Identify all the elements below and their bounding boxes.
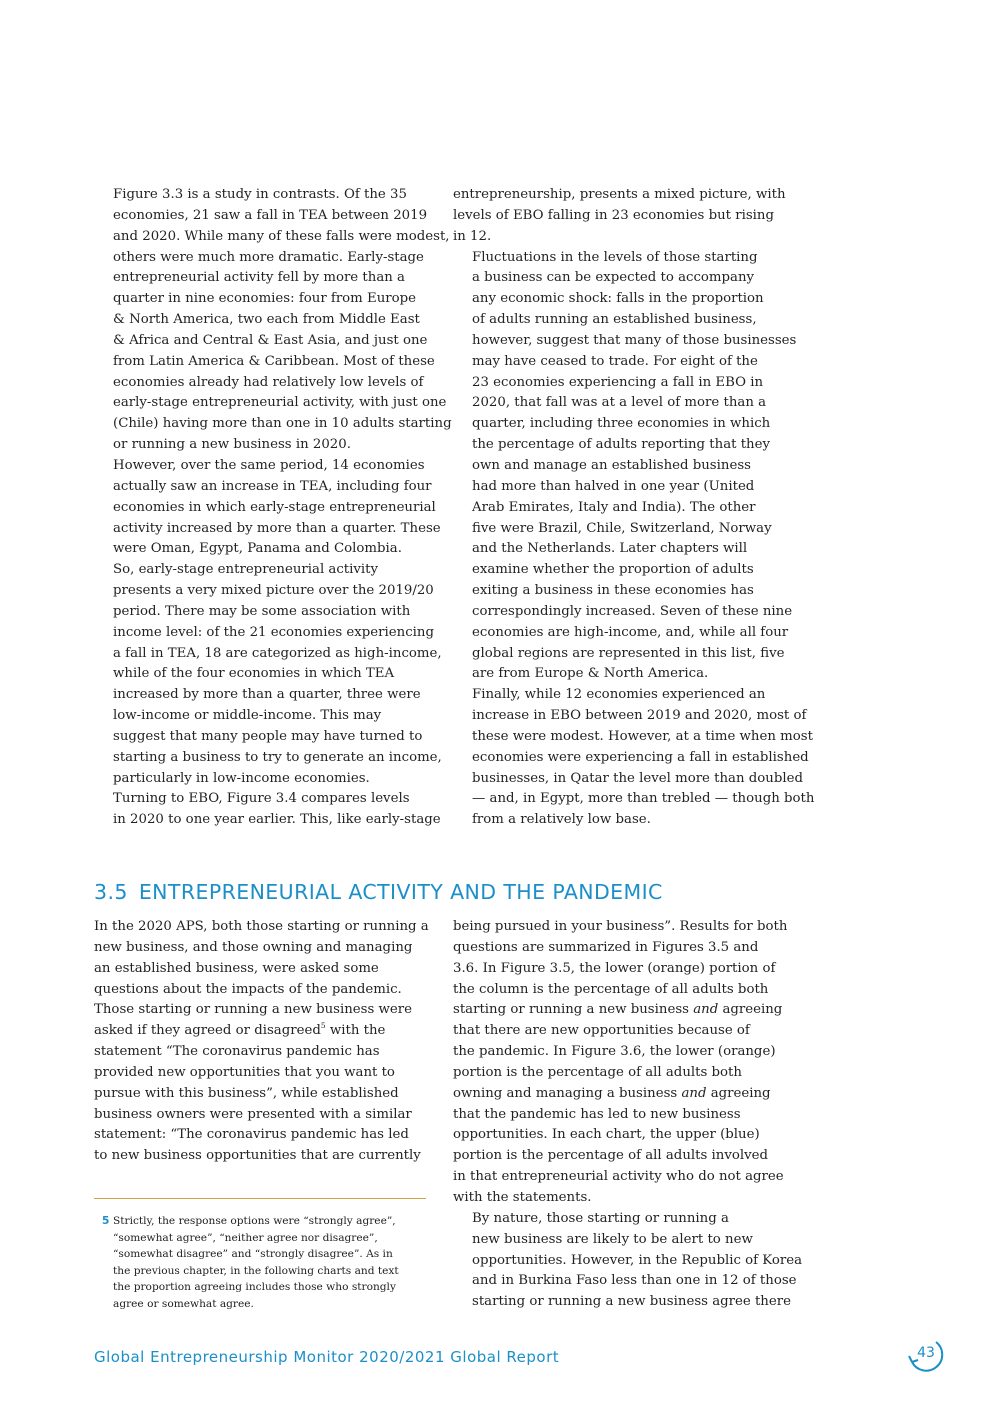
section-title: ENTREPRENEURIAL ACTIVITY AND THE PANDEMIC	[138, 880, 663, 904]
paragraph: So, early-stage entrepreneurial activity presents a very mixed picture over the 2019/20 period. There may be some association with income level: of the 21 economies experiencing a fall in TEA, 18 are categorized as high-income, while of the four economies in which TEA increased by more than a quarter, three were low-income or middle-income. This may suggest that many people may have turned to starting a business to try to generate an income, particularly in low-income economies.	[113, 562, 442, 786]
paragraph: being pursued in your business”. Results for both questions are summarized in Figures 3.5 and 3.6. In Figure 3.5, the lower (orange) portion of the column is the percentage of all adults both starting or running a new business and agreeing that there are new opportunities because of the pandemic. In Figure 3.6, the lower (orange) portion is the percentage of all adults both owning and managing a business and agreeing that the pandemic has led to new business opportunities. In each chart, the upper (blue) portion is the percentage of all adults involved in that entrepreneurial activity who do not agree with the statements.	[453, 919, 788, 1205]
footnote-reference[interactable]: 5	[320, 1020, 326, 1030]
paragraph: Turning to EBO, Figure 3.4 compares levels in 2020 to one year earlier. This, like early-stage	[113, 791, 441, 828]
paragraph: Figure 3.3 is a study in contrasts. Of the 35 economies, 21 saw a fall in TEA between 2019 and 2020. While many of these falls were modest, others were much more dramatic. Early-stage entrepreneurial activity fell by more than a quarter in nine economies: four from Europe & North America, two each from Middle East & Africa and Central & East Asia, and just one from Latin America & Caribbean. Most of these economies already had relatively low levels of early-stage entrepreneurial activity, with just one (Chile) having more than one in 10 adults starting or running a new business in 2020.	[113, 187, 452, 453]
body-column-left-top	[94, 185, 452, 831]
footnote	[102, 1213, 422, 1312]
paragraph: However, over the same period, 14 economies actually saw an increase in TEA, including four economies in which early-stage entrepreneurial activity increased by more than a quarter. These were Oman, Egypt, Panama and Colombia.	[113, 457, 441, 557]
body-column-left-bottom	[94, 917, 429, 1167]
paragraph: Finally, while 12 economies experienced an increase in EBO between 2019 and 2020, most of these were modest. However, at a time when most economies were experiencing a fall in established businesses, in Qatar the level more than doubled — and, in Egypt, more than trebled — though both from a relatively low base.	[472, 687, 815, 828]
paragraph: entrepreneurship, presents a mixed picture, with levels of EBO falling in 23 economies but rising in 12.	[453, 187, 786, 244]
body-column-right-bottom	[453, 917, 803, 1313]
section-heading	[94, 880, 663, 904]
footnote-text: Strictly, the response options were “strongly agree”, “somewhat agree”, “neither agree nor disagree”, “somewhat disagree” and “strongly disagree”. As in the previous chapter, in the following charts and text the proportion agreeing includes those who strongly agree or somewhat agree.	[113, 1215, 399, 1310]
paragraph: Fluctuations in the levels of those starting a business can be expected to accompany any economic shock: falls in the proportion of adults running an established business, however, suggest that many of those businesses may have ceased to trade. For eight of the 23 economies experiencing a fall in EBO in 2020, that fall was at a level of more than a quarter, including three economies in which the percentage of adults reporting that they own and manage an established business had more than halved in one year (United Arab Emirates, Italy and India). The other five were Brazil, Chile, Switzerland, Norway and the Netherlands. Later chapters will examine whether the proportion of adults exiting a business in these economies has correspondingly increased. Seven of these nine economies are high-income, and, while all four global regions are represented in this list, five are from Europe & North America.	[472, 249, 797, 682]
paragraph: By nature, those starting or running a new business are likely to be alert to new opportunities. However, in the Republic of Korea and in Burkina Faso less than one in 12 of those starting or running a new business agree there	[472, 1210, 803, 1310]
emphasis: and	[693, 1002, 719, 1018]
paragraph: In the 2020 APS, both those starting or running a new business, and those owning and managing an established business, were asked some questions about the impacts of the pandemic. Those starting or running a new business were asked if they agreed or disagreed$^5$ with the statement “The coronavirus pandemic has provided new opportunities that you want to pursue with this business”, while established business owners were presented with a similar statement: “The coronavirus pandemic has led to new business opportunities that are currently	[94, 919, 429, 1164]
footer-title: Global Entrepreneurship Monitor 2020/2021 Global Report	[94, 1348, 560, 1366]
footnote-number: 5	[102, 1215, 110, 1227]
page-number-badge	[906, 1336, 948, 1376]
emphasis: and	[681, 1085, 707, 1101]
section-number: 3.5	[94, 880, 128, 904]
body-column-right-top	[453, 185, 815, 831]
page-number: 43	[917, 1345, 935, 1361]
footnote-divider	[94, 1198, 426, 1199]
